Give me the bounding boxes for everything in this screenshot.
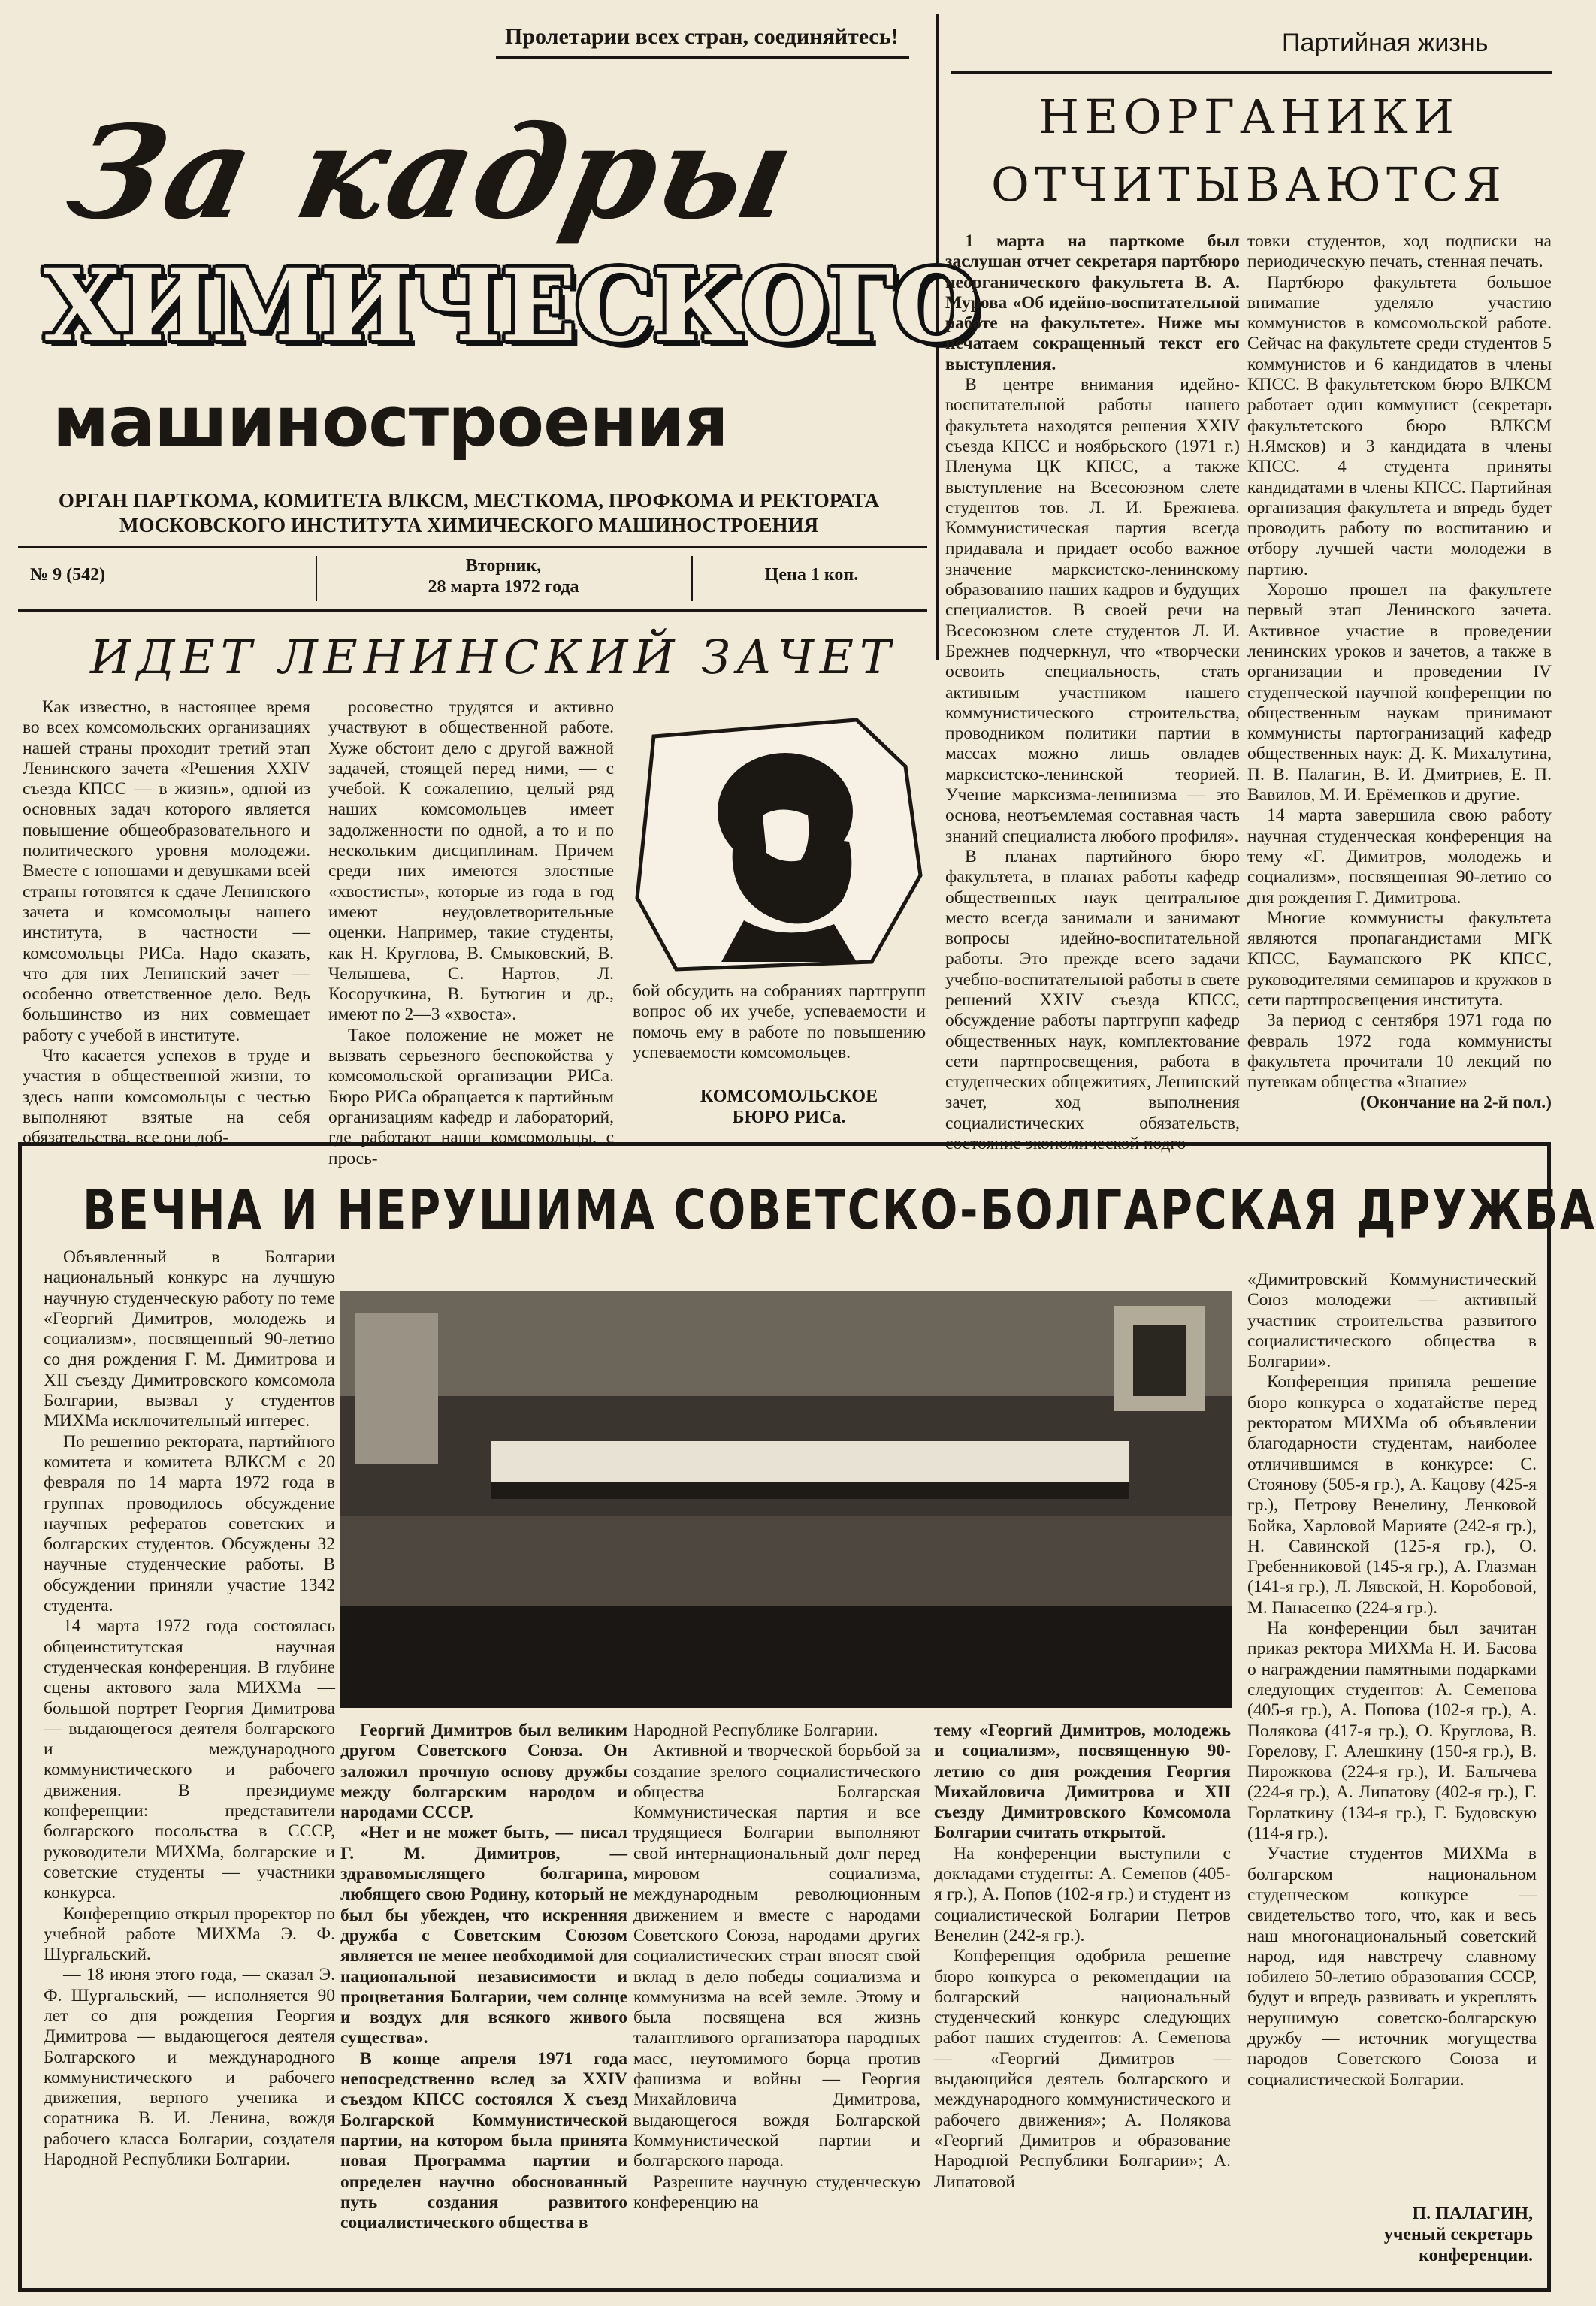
neorg-column-2: товки студентов, ход подписки на периодическую печать, стенная печать. Партбюро факультета большое внимание уделяло участию коммунистов в комсомольской работе. Сейчас на факультете среди студентов 5 коммунистов и 6 кандидатов в члены КПСС. В факультетском бюро ВЛКСМ работает один коммунист (секретарь факультетского бюро ВЛКСМ Н.Ямсков) и 3 кандидата в члены КПСС. 4 студента приняты кандидатами в члены КПСС. Партийная организация факультета и впредь будет проводить работу по воспитанию и отбору лучшей части молодежи в партию. Хорошо прошел на факультете первый этап Ленинского зачета. Активное участие в проведении ленинских уроков и зачетов, а также в организации и проведении IV студенческой научной конференции по общественным наукам принимают коммунисты партогранизаций кафедр общественных наук: Д. К. Михалутина, П. В. Палагин, В. И. Дмитриев, Е. П. Вавилов, М. И. Ерёменков и другие. 14 марта завершила свою работу научная студенческая конференция на тему «Г. Димитров, молодежь и социализм», посвященная 90-летию со дня рождения Г. Димитрова. Многие коммунисты факультета являются пропагандистами МГК КПСС, Бауманского РК КПСС, руководителями семинаров и кружков в сети партпросвещения института. За период с сентября 1971 года по февраль 1972 года коммунисты факультета прочитали 10 лекций по путевкам общества «Знание» (Окончание на 2-й пол.) xyxy=(1247,231,1552,1113)
masthead-line-1: За кадры xyxy=(56,98,809,248)
lenin-portrait-drawing xyxy=(631,714,924,973)
lenin-signature-1: КОМСОМОЛЬСКОЕ xyxy=(700,1087,878,1106)
neorg-column-1: 1 марта на парткоме был заслушан отчет секретаря партбюро неорганического факультета В. А. Мурова «Об идейно-воспитательной работе на факультете». Ниже мы печатаем сокращенный текст его выступления. В центре внимания идейно-воспитательной работы нашего факультета находятся решения XXIV съезда КПСС и ноябрьского (1971 г.) Пленума ЦК КПСС, а также выступление на Всесоюзном слете студентов тов. Л. И. Брежнева. Коммунистическая партия всегда придавала и придает особо важное значение марксистско-ленинскому образованию наших кадров и будущих специалистов. В своей речи на Всесоюзном слете студентов Л. И. Брежнев подчеркнул, что «творчески освоить специальность, стать активным участником нашего коммунистического строительства, проводником политики партии в массах можно лишь овладев марксистско-ленинской теорией. Учение марксизма-ленинизма — это основа, неотъемлемая составная часть знаний специалиста любого профиля». В планах партийного бюро факультета, в планах работы кафедр общественных наук центральное место всегда занимали и занимают вопросы идейно-воспитательной работы. Это прежде всего задачи учебно-воспитательной работы в свете решений XXIV съезда КПСС, обсуждение работы партгрупп кафедр общественных наук, комплектование сети партпросвещения, работа в студенческих общежитиях, Ленинский зачет, ход выполнения социалистических обязательств, состояние экономической подго- xyxy=(945,231,1240,1154)
masthead-line-2: ХИМИЧЕСКОГО xyxy=(44,248,978,364)
masthead-line-3: машиностроения xyxy=(53,382,728,462)
conference-photo-drawing xyxy=(340,1291,1232,1708)
bulgaria-column-left: Объявленный в Болгарии национальный конкурс на лучшую научную студенческую работу по теме «Георгий Димитров, молодежь и социализм», посвященный 90-летию со дня рождения Г. М. Димитрова и XII съезду Димитровского комсомола Болгарии, вызвал у студентов МИХМа исключительный интерес. По решению ректората, партийного комитета и комитета ВЛКСМ с 20 февраля по 14 марта 1972 года в группах проводилось обсуждение научных рефератов советских и болгарских студентов. Обсуждены 32 научные студенческие работы. В обсуждении приняли участие 1342 студента. 14 марта 1972 года состоялась общеинститутская научная студенческая конференция. В глубине сцены актового зала МИХМа — большой портрет Георгия Димитрова — выдающегося деятеля болгарского и международного коммунистического и рабочего движения. В президиуме конференции: представители болгарского посольства в СССР, руководители МИХМа, болгарские и советские студенты — участники конкурса. Конференцию открыл проректор по учебной работе МИХМа Э. Ф. Шургальский. — 18 июня этого года, — сказал Э. Ф. Шургальский, — исполняется 90 лет со дня рождения Георгия Димитрова — выдающегося деятеля Болгарского и международного коммунистического и рабочего движения, верного ученика и соратника В. И. Ленина, вождя рабочего класса Болгарии, создателя Народной Республики Болгарии. xyxy=(44,1247,335,2170)
neorg-headline-2: ОТЧИТЫВАЮТСЯ xyxy=(991,157,1507,212)
bulgaria-column-2: Георгий Димитров был великим другом Советского Союза. Он заложил прочную основу дружбы между болгарским народом и народами СССР. «Нет и не может быть, — писал Г. М. Димитров, — здравомыслящего болгарина, любящего свою Родину, который не был бы убежден, что искренняя дружба с Советским Союзом является не менее необходимой для национальной независимости и процветания Болгарии, чем солнце и воздух для всякого живого существа». В конце апреля 1971 года непосредственно вслед за XXIV съездом КПСС состоялся X съезд Болгарской Коммунистической партии, на котором была принята новая Программа партии и определен научно обоснованный путь создания развитого социалистического общества в xyxy=(340,1721,627,2233)
issue-number: № 9 (542) xyxy=(30,565,106,585)
organ-line-1: ОРГАН ПАРТКОМА, КОМИТЕТА ВЛКСМ, МЕСТКОМА, ПРОФКОМА И РЕКТОРАТА xyxy=(58,489,880,512)
lenin-column-3: бой обсудить на собраниях партгрупп вопрос об их учебе, успеваемости и помочь ему в работе по повышению успеваемости комсомольцев. xyxy=(633,981,926,1062)
issue-price: Цена 1 коп. xyxy=(764,565,859,585)
lenin-headline: ИДЕТ ЛЕНИНСКИЙ ЗАЧЕТ xyxy=(90,630,897,685)
issue-weekday: Вторник, xyxy=(465,556,542,576)
infobar-sep-2 xyxy=(691,556,693,601)
organ-line-2: МОСКОВСКОГО ИНСТИТУТА ХИМИЧЕСКОГО МАШИНОСТРОЕНИЯ xyxy=(119,514,818,536)
bulgaria-signature-1: П. ПАЛАГИН, xyxy=(1412,2204,1533,2223)
issue-date: 28 марта 1972 года xyxy=(428,577,579,597)
slogan: Пролетарии всех стран, соединяйтесь! xyxy=(505,24,899,49)
neorg-headline-1: НЕОРГАНИКИ xyxy=(1038,89,1460,144)
infobar-top-rule xyxy=(18,546,927,548)
bulgaria-column-4: тему «Георгий Димитров, молодежь и социализм», посвященную 90-летию со дня рождения Георгия Михайловича Димитрова и XII съезду Димитровского Комсомола Болгарии считать открытой. На конференции выступили с докладами студенты: А. Семенов (405-я гр.), А. Попов (102-я гр.) и студент из социалистической Болгарии Петров Венелин (242-я гр.). Конференция одобрила решение бюро конкурса о рекомендации на болгарский национальный студенческий конкурс следующих работ наших студентов: А. Семенова — «Георгий Димитров — выдающийся деятель болгарского и международного коммунистического и рабочего движения»; А. Полякова «Георгий Димитров и образование Народной Республики Болгарии»; А. Липатовой xyxy=(934,1721,1231,2192)
conference-photo xyxy=(340,1291,1232,1708)
infobar-sep-1 xyxy=(316,556,317,601)
bulgaria-signature-3: конференции. xyxy=(1419,2246,1533,2265)
bulgaria-column-3: Народной Республике Болгарии. Активной и творческой борьбой за создание зрелого социалистического общества Болгарская Коммунистическая партия и все трудящиеся Болгарии выполняют свой интернациональный долг перед мировом социализма, международным революционным движением и вместе с народами Советского Союза, народами других социалистических стран вносят свой вклад в дело победы социализма и коммунизма на всей земле. Этому и была посвящена вся жизнь талантливого организатора народных масс, неутомимого борца против фашизма и войны — Георгия Михайловича Димитрова, выдающегося вождя Болгарской Коммунистической партии и болгарского народа. Разрешите научную студенческую конференцию на xyxy=(633,1721,920,2212)
lenin-signature-2: БЮРО РИСа. xyxy=(732,1108,846,1127)
bulgaria-headline: ВЕЧНА И НЕРУШИМА СОВЕТСКО-БОЛГАРСКАЯ ДРУЖБА xyxy=(83,1178,1596,1241)
lenin-column-1: Как известно, в настоящее время во всех комсомольских организациях нашей страны проходит третий этап Ленинского зачета «Решения XXIV съезда КПСС — в жизнь», одной из основных задач которого является повышение общеобразовательного и политического уровня молодежи. Вместе с юношами и девушками всей страны готовятся к сдаче Ленинского зачета и комсомольцы нашего института, в частности — комсомольцы РИСа. Надо сказать, что для них Ленинский зачет — особенно ответственное дело. Ведь большинство из них совмещает работу с учебой в институте. Что касается успехов в труде и участия в общественной жизни, то здесь наши комсомольцы с честью выполняют взятые на себя обязательства, все они доб- xyxy=(23,697,310,1148)
lenin-column-2: росовестно трудятся и активно участвуют в общественной работе. Хуже обстоит дело с другой важной задачей, стоящей перед ними, — с учебой. К сожалению, целый ряд наших комсомольцев имеет задолженности по одной, а то и по нескольким дисциплинам. Причем среди них имеются злостные «хвостисты», которые из года в год имеют неудовлетворительные оценки. Например, такие студенты, как Н. Круглова, В. Смыковский, В. Челышева, С. Нартов, Л. Косоручкина, В. Бутюгин и др., имеют по 2—3 «хвоста». Такое положение не может не вызвать серьезного беспокойства у комсомольской организации РИСа. Бюро РИСа обращается к партийным организациям кафедр и лабораторий, где работают наши комсомольцы, с прось- xyxy=(328,697,614,1168)
lenin-portrait xyxy=(631,714,924,973)
section-label: Партийная жизнь xyxy=(1282,29,1489,57)
infobar-bottom-rule xyxy=(18,609,927,612)
slogan-underline xyxy=(496,56,909,59)
section-label-underline xyxy=(951,71,1552,74)
bulgaria-signature-2: ученый секретарь xyxy=(1383,2225,1533,2244)
bulgaria-column-right: «Димитровский Коммунистический Союз молодежи — активный участник строительства развитого социалистического общества в Болгарии». Конференция приняла решение бюро конкурса о ходатайстве перед ректоратом МИХМа об объявлении благодарности студентам, наиболее отличившимся в конкурсе: С. Стоянову (505-я гр.), А. Кацову (425-я гр.), Петрову Венелину, Ленковой Бойка, Харловой Марияте (242-я гр.), Н. Савинской (125-я гр.), О. Гребенниковой (145-я гр.), А. Глазман (141-я гр.), Л. Лявской, Н. Коробовой, М. Панасенко (224-я гр.). На конференции был зачитан приказ ректора МИХМа Н. И. Басова о награждении памятными подарками следующих студентов: А. Семенова (405-я гр.), А. Попова (102-я гр.), А. Полякова (417-я гр.), О. Круглова, В. Горелову, Г. Алешкину (150-я гр.), В. Пирожкова (224-я гр.), И. Балычева (224-я гр.), А. Липатову (402-я гр.), Г. Горлаткину (134-я гр.), Г. Будовскую (114-я гр.). Участие студентов МИХМа в болгарском национальном студенческом конкурсе — свидетельство того, что, как и весь наш многонациональный советский народ, идя навстречу славному юбилею 50-летию образования СССР, будут и впредь развивать и укреплять нерушимую советско-болгарскую дружбу — источник могущества народов Советского Союза и социалистической Болгарии. xyxy=(1247,1270,1537,2090)
